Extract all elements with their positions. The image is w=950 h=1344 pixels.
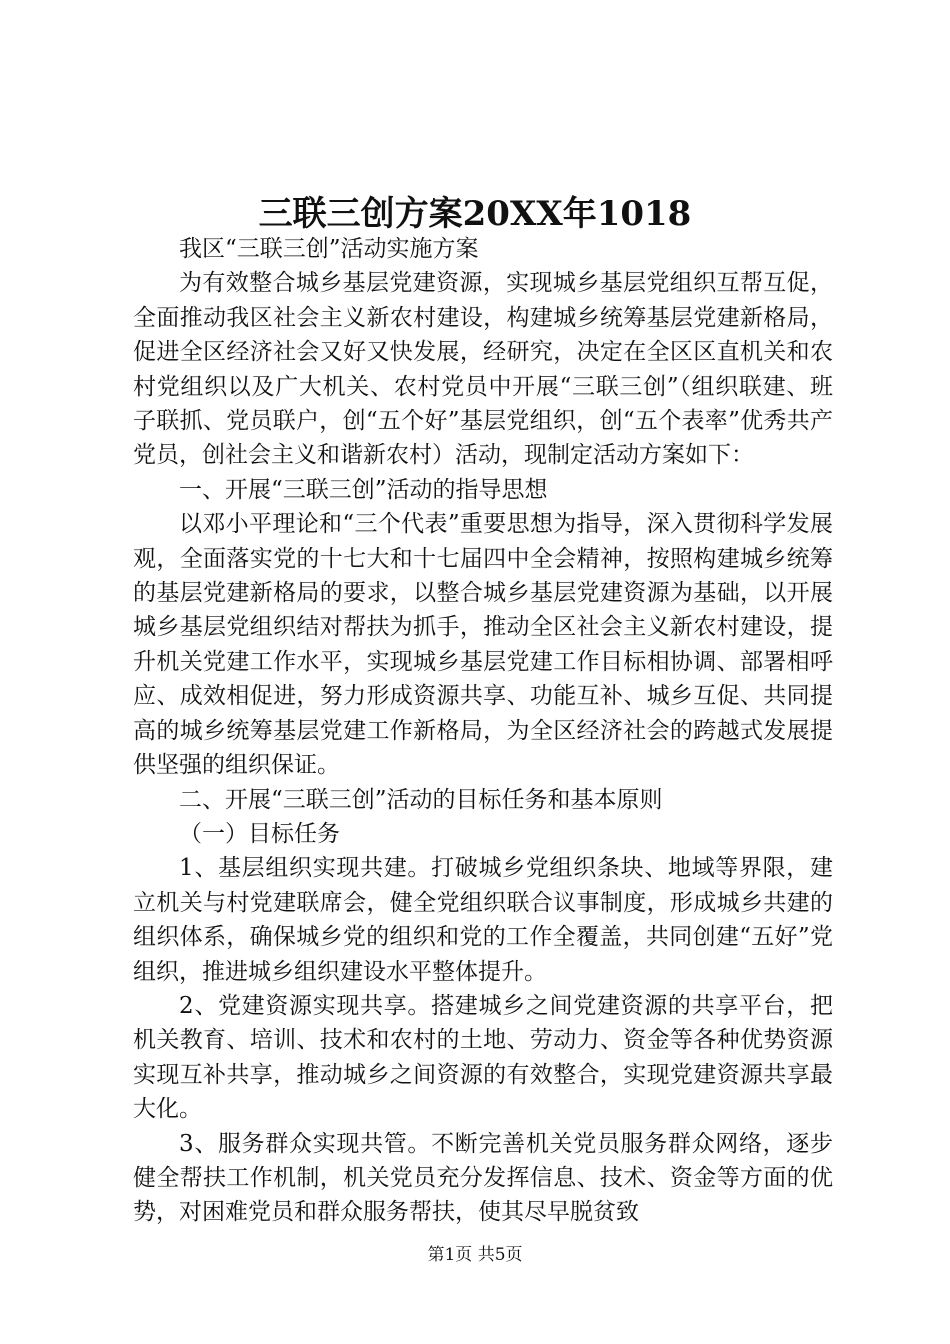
section-heading-2: 二、开展“三联三创”活动的目标任务和基本原则 [179, 786, 663, 813]
paragraph-intro: 为有效整合城乡基层党建资源，实现城乡基层党组织互帮互促，全面推动我区社会主义新农村建设，构建城乡统筹基层党建新格局，促进全区经济社会又好又快发展，经研究，决定在全区区直机关和农村党组织以及广大机关、农村党员中开展“三联三创”（组织联建、班子联抓、党员联户，创“五个好”基层党组织，创“五个表率”优秀共产党员，创社会主义和谐新农村）活动，现制定活动方案如下： [133, 270, 833, 469]
section-heading-1: 一、开展“三联三创”活动的指导思想 [179, 476, 548, 503]
subsection-heading: （一）目标任务 [179, 820, 340, 847]
paragraph-item-1: 1、基层组织实现共建。打破城乡党组织条块、地域等界限，建立机关与村党建联席会，健全党组织联合议事制度，形成城乡共建的组织体系，确保城乡党的组织和党的工作全覆盖，共同创建“五好”党组织，推进城乡组织建设水平整体提升。 [133, 855, 833, 985]
paragraph-item-3: 3、服务群众实现共管。不断完善机关党员服务群众网络，逐步健全帮扶工作机制，机关党员充分发挥信息、技术、资金等方面的优势，对困难党员和群众服务帮扶，使其尽早脱贫致 [133, 1130, 833, 1226]
document-title: 三联三创方案20XX年1018 [258, 194, 692, 234]
paragraph-subtitle: 我区“三联三创”活动实施方案 [179, 236, 479, 262]
paragraph-guiding-thought: 以邓小平理论和“三个代表”重要思想为指导，深入贯彻科学发展观，全面落实党的十七大和十七届四中全会精神，按照构建城乡统筹的基层党建新格局的要求，以整合城乡基层党建资源为基础，以开展城乡基层党组织结对帮扶为抓手，推动全区社会主义新农村建设，提升机关党建工作水平，实现城乡基层党建工作目标相协调、部署相呼应、成效相促进，努力形成资源共享、功能互补、城乡互促、共同提高的城乡统筹基层党建工作新格局，为全区经济社会的跨越式发展提供坚强的组织保证。 [133, 511, 833, 779]
paragraph-item-2: 2、党建资源实现共享。搭建城乡之间党建资源的共享平台，把机关教育、培训、技术和农村的土地、劳动力、资金等各种优势资源实现互补共享，推动城乡之间资源的有效整合，实现党建资源共享最大化。 [133, 992, 833, 1123]
page-footer: 第1页 共5页 [427, 1245, 523, 1265]
document-body [133, 232, 833, 1230]
